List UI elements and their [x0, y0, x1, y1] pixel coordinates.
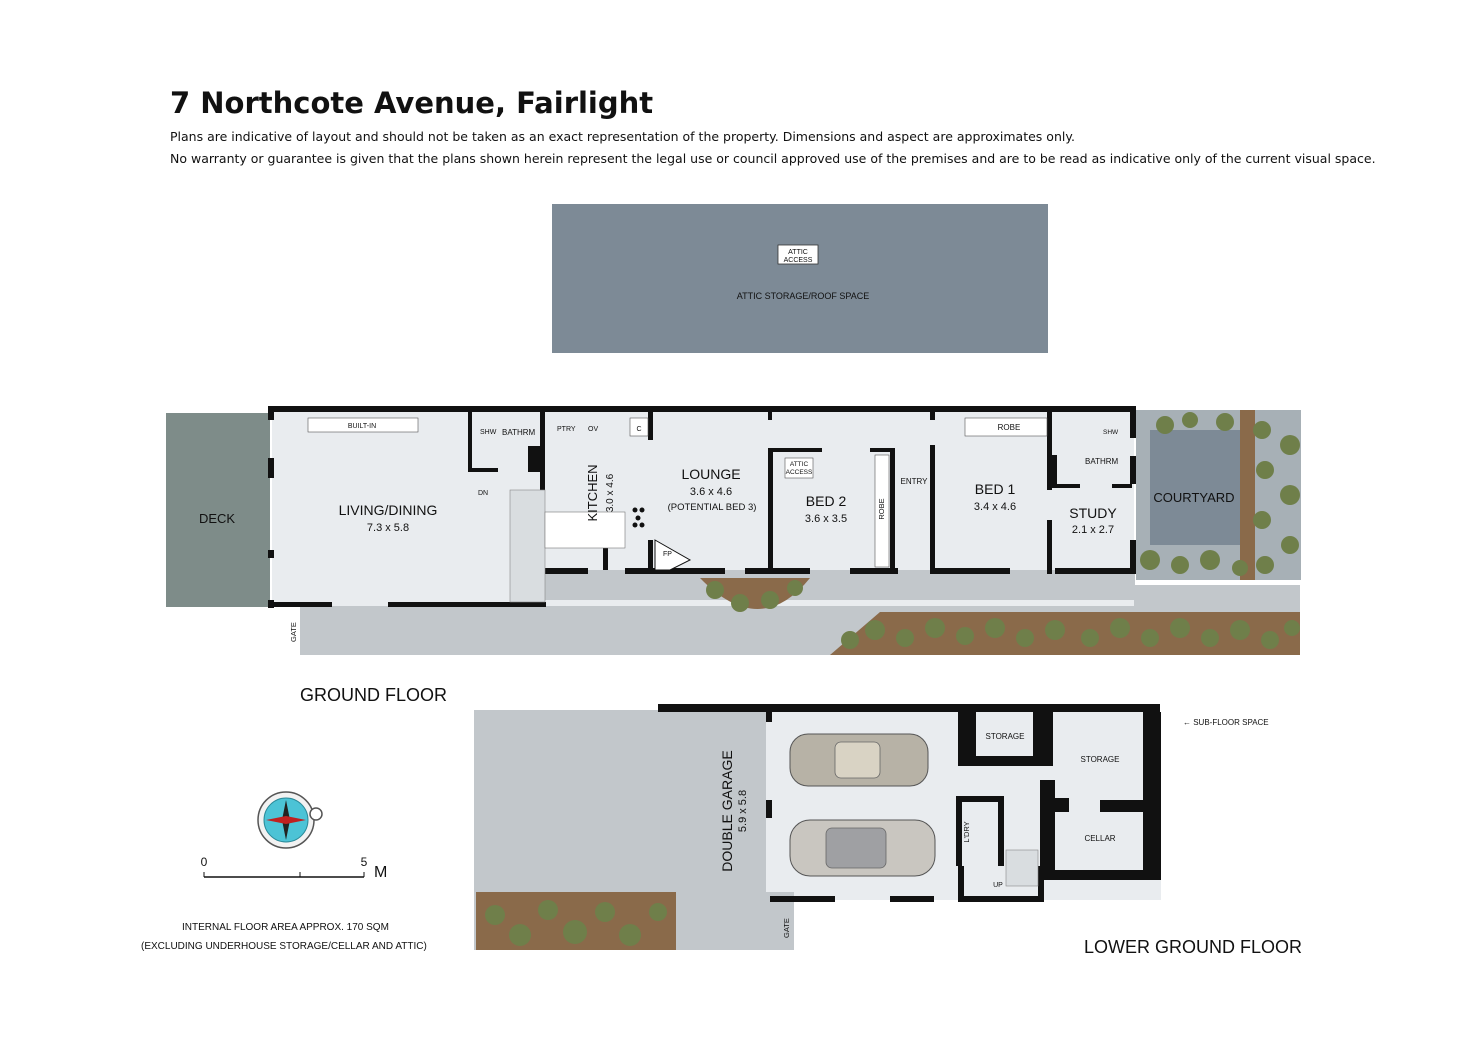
stairs-down [510, 490, 545, 602]
living-dining-dim: 7.3 x 5.8 [366, 522, 410, 534]
fp-label: FP [663, 551, 672, 558]
attic-access-label-2: ACCESS [783, 257, 813, 264]
shw2-label: SHW [1103, 429, 1119, 436]
deck [166, 413, 270, 607]
deck-label: DECK [198, 511, 236, 526]
attic-storage-label: ATTIC STORAGE/ROOF SPACE [736, 291, 870, 301]
robe-bed1-label: ROBE [997, 423, 1021, 432]
car-icon [790, 820, 935, 876]
car-icon [790, 734, 928, 786]
lounge-dim: 3.6 x 4.6 [689, 486, 733, 498]
storage-2-label: STORAGE [1080, 755, 1120, 764]
robe-bed2-label: ROBE [877, 498, 886, 520]
bed1-dim: 3.4 x 4.6 [973, 501, 1017, 513]
disclaimer-line-1: Plans are indicative of layout and should not be taken as an exact representation of the property. Dimensions and aspect are approximates only. [170, 129, 1075, 144]
courtyard-label: COURTYARD [1153, 490, 1235, 505]
scale-bar [201, 855, 388, 881]
shw-label: SHW [480, 429, 497, 436]
ground-floor-label: GROUND FLOOR [300, 685, 448, 705]
page-title: 7 Northcote Avenue, Fairlight [170, 86, 654, 120]
attic-access-label-1: ATTIC [788, 249, 808, 256]
floor-area-exclusion-note: (EXCLUDING UNDERHOUSE STORAGE/CELLAR AND ATTIC) [141, 941, 427, 952]
cellar-label: CELLAR [1084, 834, 1116, 843]
scale-end: 5 [360, 855, 368, 869]
lounge-note: (POTENTIAL BED 3) [667, 502, 757, 513]
attic-plan [552, 204, 1048, 353]
garage-dim: 5.9 x 5.8 [737, 789, 749, 833]
kitchen-label: KITCHEN [585, 464, 600, 522]
bed1-label: BED 1 [974, 481, 1016, 497]
built-in-label: BUILT-IN [347, 423, 377, 430]
bathrm2-label: BATHRM [1085, 457, 1119, 466]
dn-label: DN [478, 490, 489, 497]
bed2-dim: 3.6 x 3.5 [804, 513, 848, 525]
attic-hatch-label-2: ACCESS [785, 469, 813, 476]
subfloor-label: ← SUB-FLOOR SPACE [1183, 718, 1269, 727]
floor-area-note: INTERNAL FLOOR AREA APPROX. 170 SQM [182, 922, 389, 933]
study-dim: 2.1 x 2.7 [1071, 524, 1115, 536]
bathrm-label: BATHRM [502, 428, 536, 437]
ground-floor-plan [166, 406, 1301, 655]
study-label: STUDY [1069, 505, 1117, 521]
up-label: UP [993, 882, 1003, 889]
laundry-label: L'DRY [962, 821, 971, 843]
living-dining-label: LIVING/DINING [338, 502, 438, 518]
lower-ground-floor-label: LOWER GROUND FLOOR [1084, 937, 1303, 957]
lower-gate-label: GATE [782, 918, 791, 938]
ov-label: OV [588, 426, 599, 433]
kitchen-dim: 3.0 x 4.6 [605, 473, 616, 513]
lower-ground-floor-plan [474, 704, 1269, 950]
lounge-label: LOUNGE [681, 466, 741, 482]
attic-space [552, 204, 1048, 353]
scale-unit: M [374, 864, 388, 881]
ptry-label: PTRY [557, 426, 576, 433]
disclaimer-line-2: No warranty or guarantee is given that the plans shown herein represent the legal use or council approved use of the premises and are to be read as indicative only of the current visual space. [170, 151, 1376, 166]
gate-label: GATE [289, 622, 298, 642]
bed2-label: BED 2 [805, 493, 847, 509]
compass-icon [258, 792, 322, 848]
garage-label: DOUBLE GARAGE [719, 750, 735, 872]
entry-label: ENTRY [900, 477, 928, 486]
stairs-up [1006, 850, 1038, 886]
c-label: C [636, 426, 642, 433]
scale-start: 0 [200, 855, 208, 869]
storage-1-label: STORAGE [985, 732, 1025, 741]
attic-hatch-label-1: ATTIC [789, 461, 809, 468]
